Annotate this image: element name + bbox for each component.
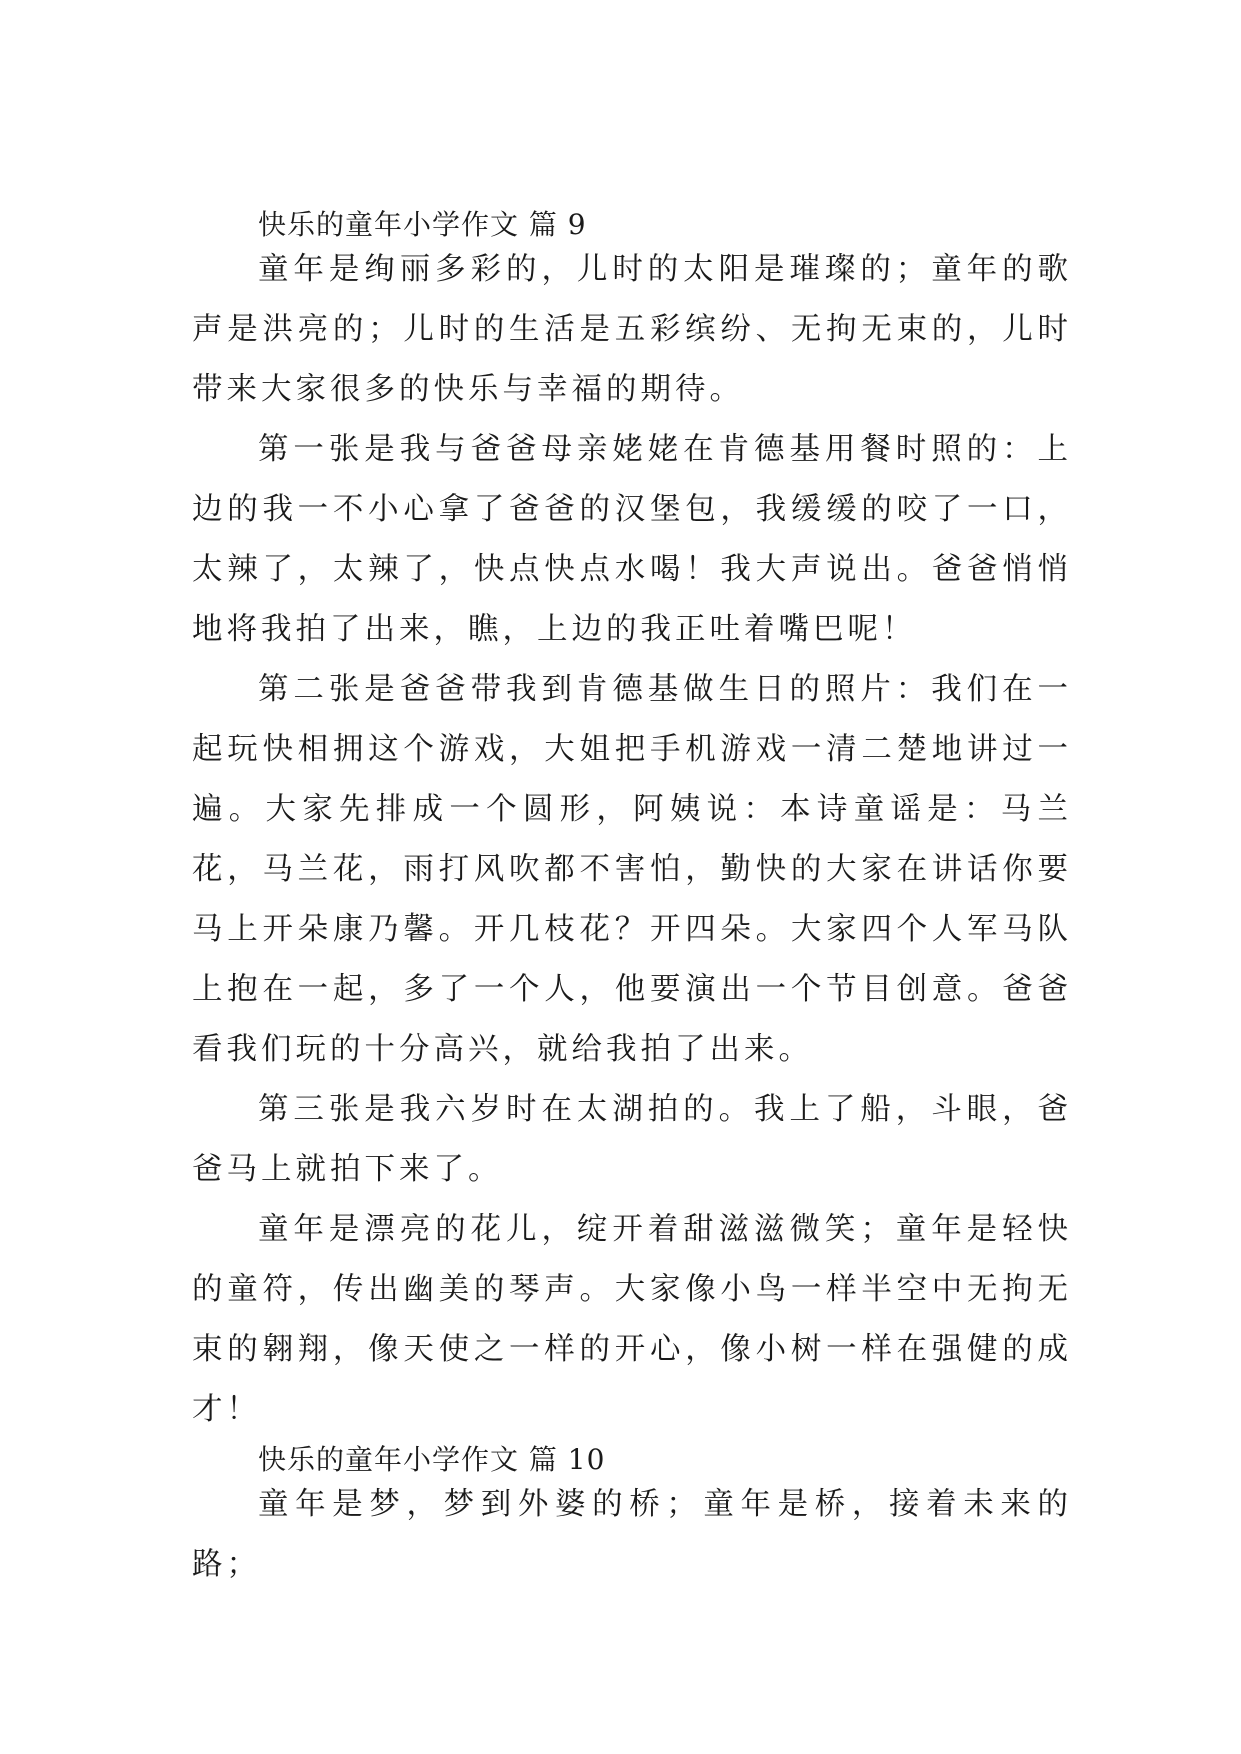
section-9-paragraph-3: 第二张是爸爸带我到肯德基做生日的照片：我们在一起玩快相拥这个游戏，大姐把手机游戏一清二楚地讲过一遍。大家先排成一个圆形，阿姨说：本诗童谣是：马兰花，马兰花，雨打风吹都不害怕，勤快的大家在讲话你要马上开朵康乃馨。开几枝花？开四朵。大家四个人军马队上抱在一起，多了一个人，他要演出一个节目创意。爸爸看我们玩的十分高兴，就给我拍了出来。 [192,672,1072,1067]
section-10-paragraph-1: 童年是梦，梦到外婆的桥；童年是桥，接着未来的路； [192,1487,1072,1582]
section-9-paragraph-4: 第三张是我六岁时在太湖拍的。我上了船，斗眼，爸爸马上就拍下来了。 [192,1092,1072,1187]
section-9-title: 快乐的童年小学作文 篇 9 [258,208,587,241]
section-9-paragraph-5: 童年是漂亮的花儿，绽开着甜滋滋微笑；童年是轻快的童符，传出幽美的琴声。大家像小鸟一样半空中无拘无束的翱翔，像天使之一样的开心，像小树一样在强健的成才！ [192,1212,1072,1427]
section-9-paragraph-1: 童年是绚丽多彩的，儿时的太阳是璀璨的；童年的歌声是洪亮的；儿时的生活是五彩缤纷、无拘无束的，儿时带来大家很多的快乐与幸福的期待。 [192,252,1072,407]
section-9-paragraph-2: 第一张是我与爸爸母亲姥姥在肯德基用餐时照的：上边的我一不小心拿了爸爸的汉堡包，我缓缓的咬了一口，太辣了，太辣了，快点快点水喝！我大声说出。爸爸悄悄地将我拍了出来，瞧，上边的我正吐着嘴巴呢！ [192,432,1072,647]
section-10-title: 快乐的童年小学作文 篇 10 [258,1443,606,1476]
